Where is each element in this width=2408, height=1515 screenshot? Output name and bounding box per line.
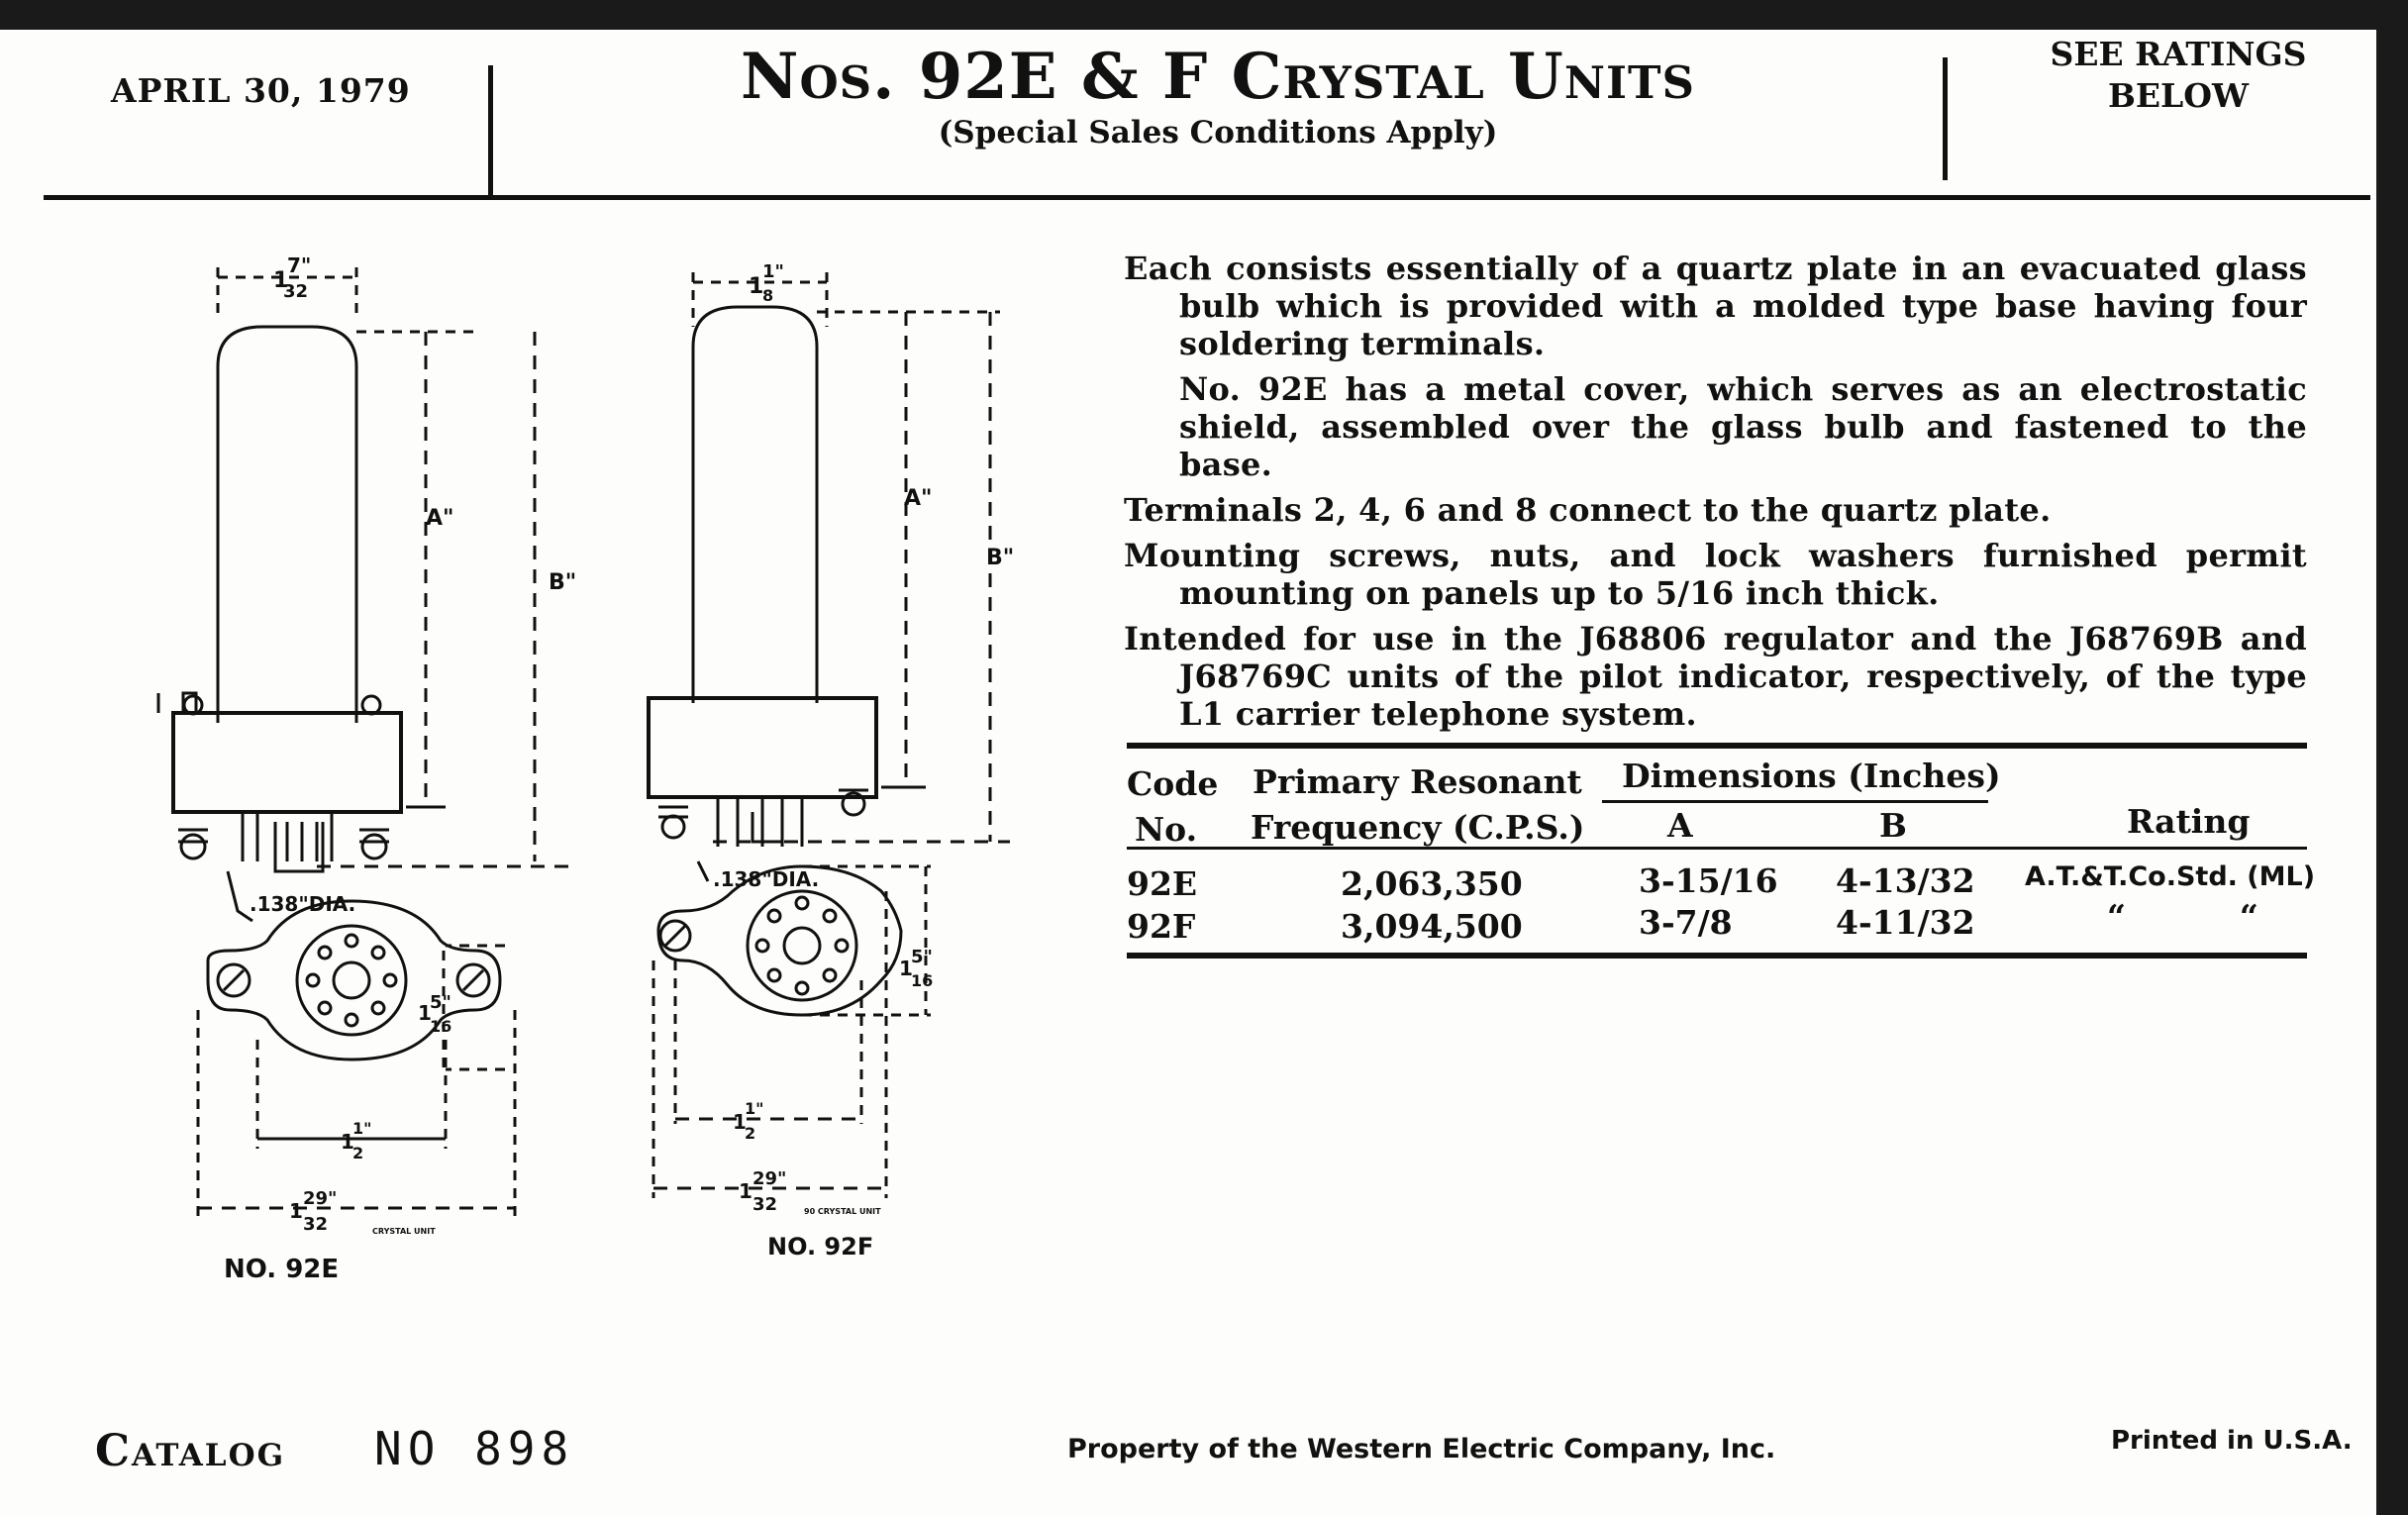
e-base-h-den: 16 <box>430 1017 452 1036</box>
description-para-5: Intended for use in the J68806 regulator and the J68769B and J68769C units of the pilot indicator, respectively, of the type L1 carrier telephone system. <box>1124 620 2307 733</box>
col-dims-header: Dimensions (Inches) <box>1622 757 2001 795</box>
f-top-width-num: 1" <box>762 261 784 282</box>
header-rule <box>44 195 2370 200</box>
e-glass-bulb <box>218 327 356 723</box>
table-header-rule <box>1127 847 2307 850</box>
e-overall-num: 29" <box>303 1188 338 1209</box>
description <box>1124 250 2307 741</box>
table-top-rule <box>1127 743 2307 749</box>
f-mid-den: 2 <box>745 1124 756 1143</box>
f-hole-dia: .138"DIA. <box>713 867 820 891</box>
catalog-label: Catalog <box>95 1426 286 1476</box>
e-dim-b-label: B" <box>549 570 577 595</box>
header-divider-left <box>488 65 493 196</box>
f-base-h-num: 5" <box>911 947 933 967</box>
row-92e-rating: A.T.&T.Co.Std. (ML) <box>2025 861 2316 892</box>
col-a-header: A <box>1667 806 1693 845</box>
row-92e-code: 92E <box>1127 864 1198 903</box>
e-top-width-num: 7" <box>287 253 312 277</box>
see-ratings-line2: BELOW <box>2107 76 2250 115</box>
e-top-width-den: 32 <box>283 281 309 302</box>
col-freq-header-2: Frequency (C.P.S.) <box>1251 808 1585 847</box>
e-tag: CRYSTAL UNIT <box>372 1227 436 1236</box>
col-rating-header: Rating <box>2127 802 2251 841</box>
e-top-width-whole: 1 <box>273 268 289 293</box>
f-base-h-whole: 1 <box>899 957 913 980</box>
header-divider-right <box>1943 57 1948 180</box>
catalog-number: NO 898 <box>374 1422 575 1475</box>
description-para-3: Terminals 2, 4, 6 and 8 connect to the quartz plate. <box>1124 491 2052 529</box>
e-hole-dia: .138"DIA. <box>250 892 356 916</box>
row-92e-a: 3-15/16 <box>1639 861 1778 900</box>
issue-date: APRIL 30, 1979 <box>111 71 411 110</box>
col-b-header: B <box>1879 806 1907 845</box>
e-overall-den: 32 <box>303 1214 329 1235</box>
description-para-1: Each consists essentially of a quartz plate in an evacuated glass bulb which is provided with a molded type base having four soldering terminals. <box>1124 250 2307 362</box>
e-dim-a-label: A" <box>426 506 454 531</box>
f-overall-num: 29" <box>752 1168 787 1189</box>
e-base <box>173 713 401 812</box>
f-dim-b-label: B" <box>986 546 1015 570</box>
e-mid-num: 1" <box>352 1119 372 1138</box>
f-mid-whole: 1 <box>733 1110 747 1134</box>
f-glass-bulb <box>693 307 817 703</box>
f-base <box>649 698 876 797</box>
row-92f-b: 4-11/32 <box>1836 903 1975 942</box>
row-92e-frequency: 2,063,350 <box>1341 864 1523 903</box>
see-ratings-line1: SEE RATINGS <box>2050 35 2307 73</box>
e-mid-whole: 1 <box>341 1130 354 1154</box>
f-dim-a-label: A" <box>904 486 933 511</box>
page-subtitle: (Special Sales Conditions Apply) <box>938 115 1498 151</box>
f-caption: NO. 92F <box>767 1233 874 1261</box>
see-ratings-note <box>1941 34 2408 117</box>
table-bottom-rule <box>1127 953 2307 959</box>
col-code-header-1: Code <box>1127 764 1219 803</box>
description-para-2: No. 92E has a metal cover, which serves as an electrostatic shield, assembled over the glass bulb and fastened to the base. <box>1179 370 2307 483</box>
row-92e-b: 4-13/32 <box>1836 861 1975 900</box>
f-overall-whole: 1 <box>739 1179 752 1203</box>
e-caption: NO. 92E <box>224 1255 340 1284</box>
page-title: Nos. 92E & F Crystal Units <box>740 40 1696 114</box>
f-tag: 90 CRYSTAL UNIT <box>804 1207 881 1216</box>
e-base-h-whole: 1 <box>418 1001 432 1025</box>
e-mid-den: 2 <box>352 1144 364 1162</box>
e-overall-whole: 1 <box>289 1199 303 1223</box>
f-mid-num: 1" <box>745 1099 764 1118</box>
col-code-header-2: No. <box>1135 810 1198 849</box>
property-notice: Property of the Western Electric Company, Inc. <box>1067 1434 1776 1464</box>
col-freq-header-1: Primary Resonant <box>1253 762 1582 801</box>
f-top-width-den: 8 <box>762 286 774 305</box>
row-92f-frequency: 3,094,500 <box>1341 907 1523 946</box>
row-92f-rating: “ “ <box>2107 897 2258 936</box>
f-base-h-den: 16 <box>911 971 934 990</box>
f-overall-den: 32 <box>752 1194 778 1215</box>
row-92f-a: 3-7/8 <box>1639 903 1733 942</box>
description-para-4: Mounting screws, nuts, and lock washers furnished permit mounting on panels up to 5/16 inch thick. <box>1124 537 2307 612</box>
technical-drawings <box>119 248 1208 1337</box>
printed-notice: Printed in U.S.A. <box>2111 1426 2353 1456</box>
e-base-h-num: 5" <box>430 992 452 1013</box>
f-top-width-whole: 1 <box>749 274 764 299</box>
table-dims-rule <box>1602 800 1988 803</box>
row-92f-code: 92F <box>1127 907 1196 946</box>
